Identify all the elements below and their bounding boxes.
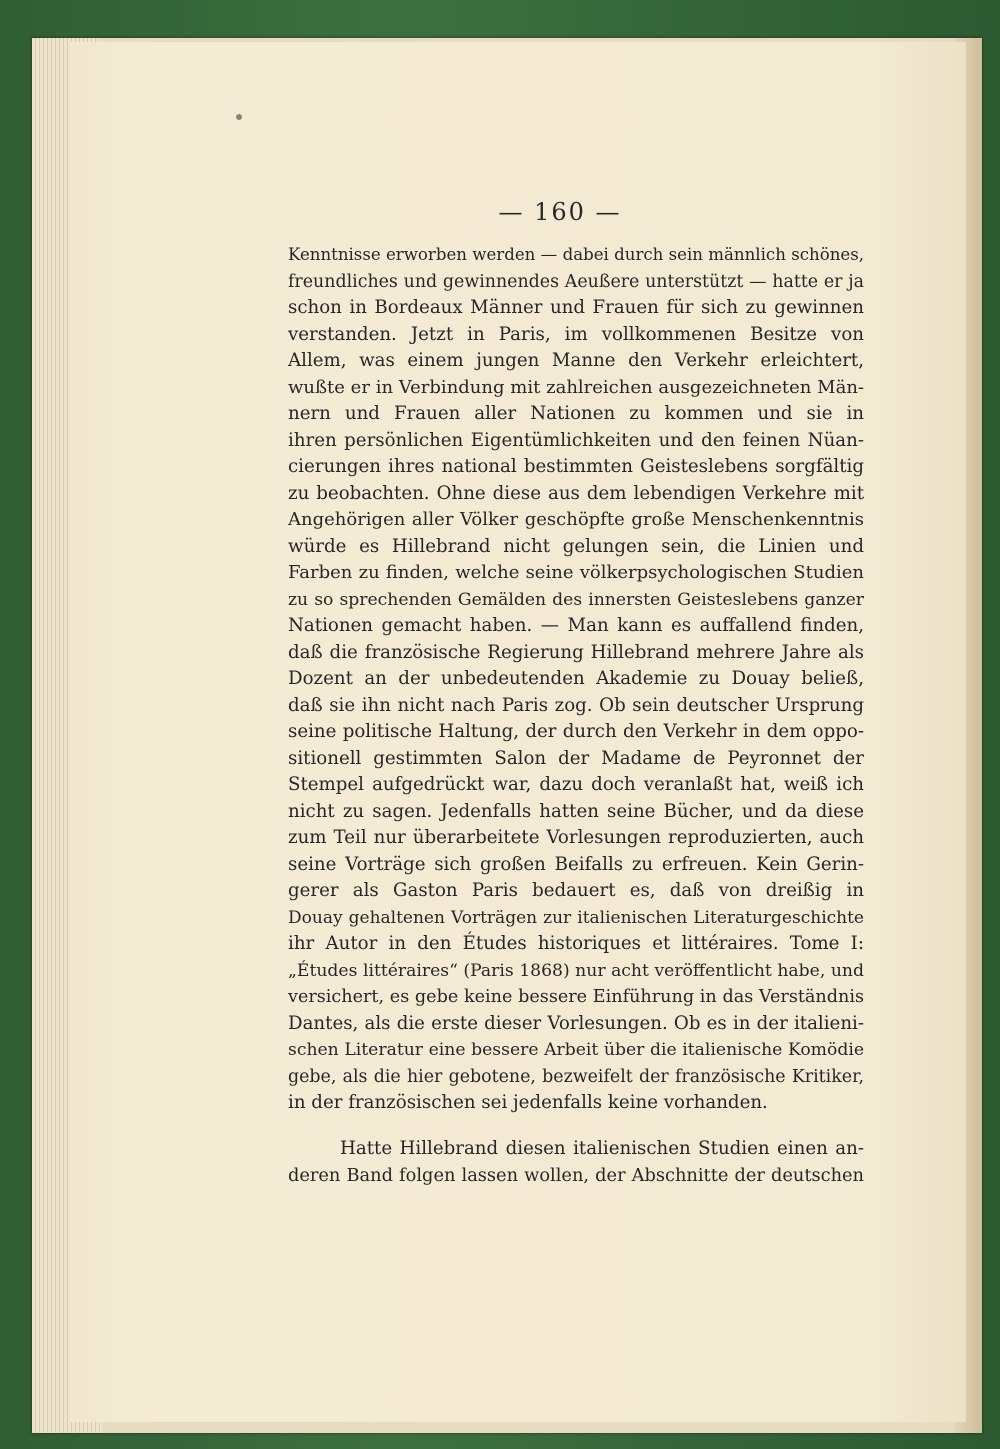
text-line: nern und Frauen aller Nationen zu kommen und sie in — [288, 403, 864, 424]
text-line: Dozent an der unbedeutenden Akademie zu Douay beließ, — [288, 668, 864, 689]
text-line: freundliches und gewinnendes Aeußere unterstützt — hatte er ja — [288, 271, 864, 292]
text-line: gerer als Gaston Paris bedauert es, daß von dreißig in — [288, 880, 864, 901]
text-line: Douay gehaltenen Vorträgen zur italienischen Literaturgeschichte — [288, 907, 864, 928]
text-line: „Études littéraires“ (Paris 1868) nur acht veröffentlicht habe, und — [288, 960, 864, 981]
text-line: wußte er in Verbindung mit zahlreichen ausgezeichneten Män- — [288, 376, 864, 398]
text-line: in der französischen sei jedenfalls keine vorhanden. — [288, 1092, 768, 1113]
paragraph-1 — [288, 242, 864, 1117]
text-line: cierungen ihres national bestimmten Geisteslebens sorgfältig — [288, 456, 864, 477]
text-line: würde es Hillebrand nicht gelungen sein, die Linien und — [288, 535, 864, 557]
ink-spot — [236, 114, 242, 120]
text-line: sitionell gestimmten Salon der Madame de Peyronnet der — [288, 747, 864, 769]
text-line: schon in Bordeaux Männer und Frauen für sich zu gewinnen — [288, 297, 864, 318]
text-line: zu beobachten. Ohne diese aus dem lebendigen Verkehre mit — [288, 482, 864, 504]
text-line: daß sie ihn nicht nach Paris zog. Ob sein deutscher Ursprung — [288, 694, 864, 716]
text-line: daß die französische Regierung Hillebrand mehrere Jahre als — [288, 641, 864, 663]
text-line: gebe, als die hier gebotene, bezweifelt der französische Kritiker, — [288, 1066, 864, 1087]
text-line: seine Vorträge sich großen Beifalls zu erfreuen. Kein Gerin- — [288, 853, 864, 875]
text-line: Nationen gemacht haben. — Man kann es auffallend finden, — [288, 615, 864, 636]
text-line: zum Teil nur überarbeitete Vorlesungen reproduzierten, auch — [288, 827, 864, 848]
text-line: seine politische Haltung, der durch den Verkehr in dem oppo- — [288, 721, 864, 742]
text-line: Stempel aufgedrückt war, dazu doch veranlaßt hat, weiß ich — [288, 774, 864, 795]
text-line: zu so sprechenden Gemälden des innersten Geisteslebens ganzer — [288, 589, 864, 610]
page-number: — 160 — — [498, 198, 622, 226]
text-line: Hatte Hillebrand diesen italienischen Studien einen an- — [340, 1138, 864, 1159]
text-line: Kenntnisse erworben werden — dabei durch sein männlich schönes, — [288, 245, 864, 264]
text-line: Dantes, als die erste dieser Vorlesungen. Ob es in der italieni- — [288, 1012, 864, 1034]
text-line: versichert, es gebe keine bessere Einführung in das Verständnis — [288, 987, 864, 1007]
text-line: verstanden. Jetzt in Paris, im vollkommenen Besitze von — [288, 323, 864, 345]
text-line: schen Literatur eine bessere Arbeit über die italienische Komödie — [288, 1040, 864, 1060]
text-line: ihren persönlichen Eigentümlichkeiten und den feinen Nüan- — [288, 429, 864, 451]
text-line: Allem, was einem jungen Manne den Verkehr erleichtert, — [288, 350, 864, 371]
text-line: Farben zu finden, welche seine völkerpsychologischen Studien — [288, 562, 864, 583]
text-line: nicht zu sagen. Jedenfalls hatten seine Bücher, und da diese — [288, 800, 864, 822]
paragraph-2 — [288, 1136, 864, 1189]
text-line: deren Band folgen lassen wollen, der Abschnitte der deutschen — [288, 1164, 864, 1186]
text-line: Angehörigen aller Völker geschöpfte große Menschenkenntnis — [288, 509, 864, 530]
text-line: ihr Autor in den Études historiques et littéraires. Tome I: — [288, 933, 864, 954]
